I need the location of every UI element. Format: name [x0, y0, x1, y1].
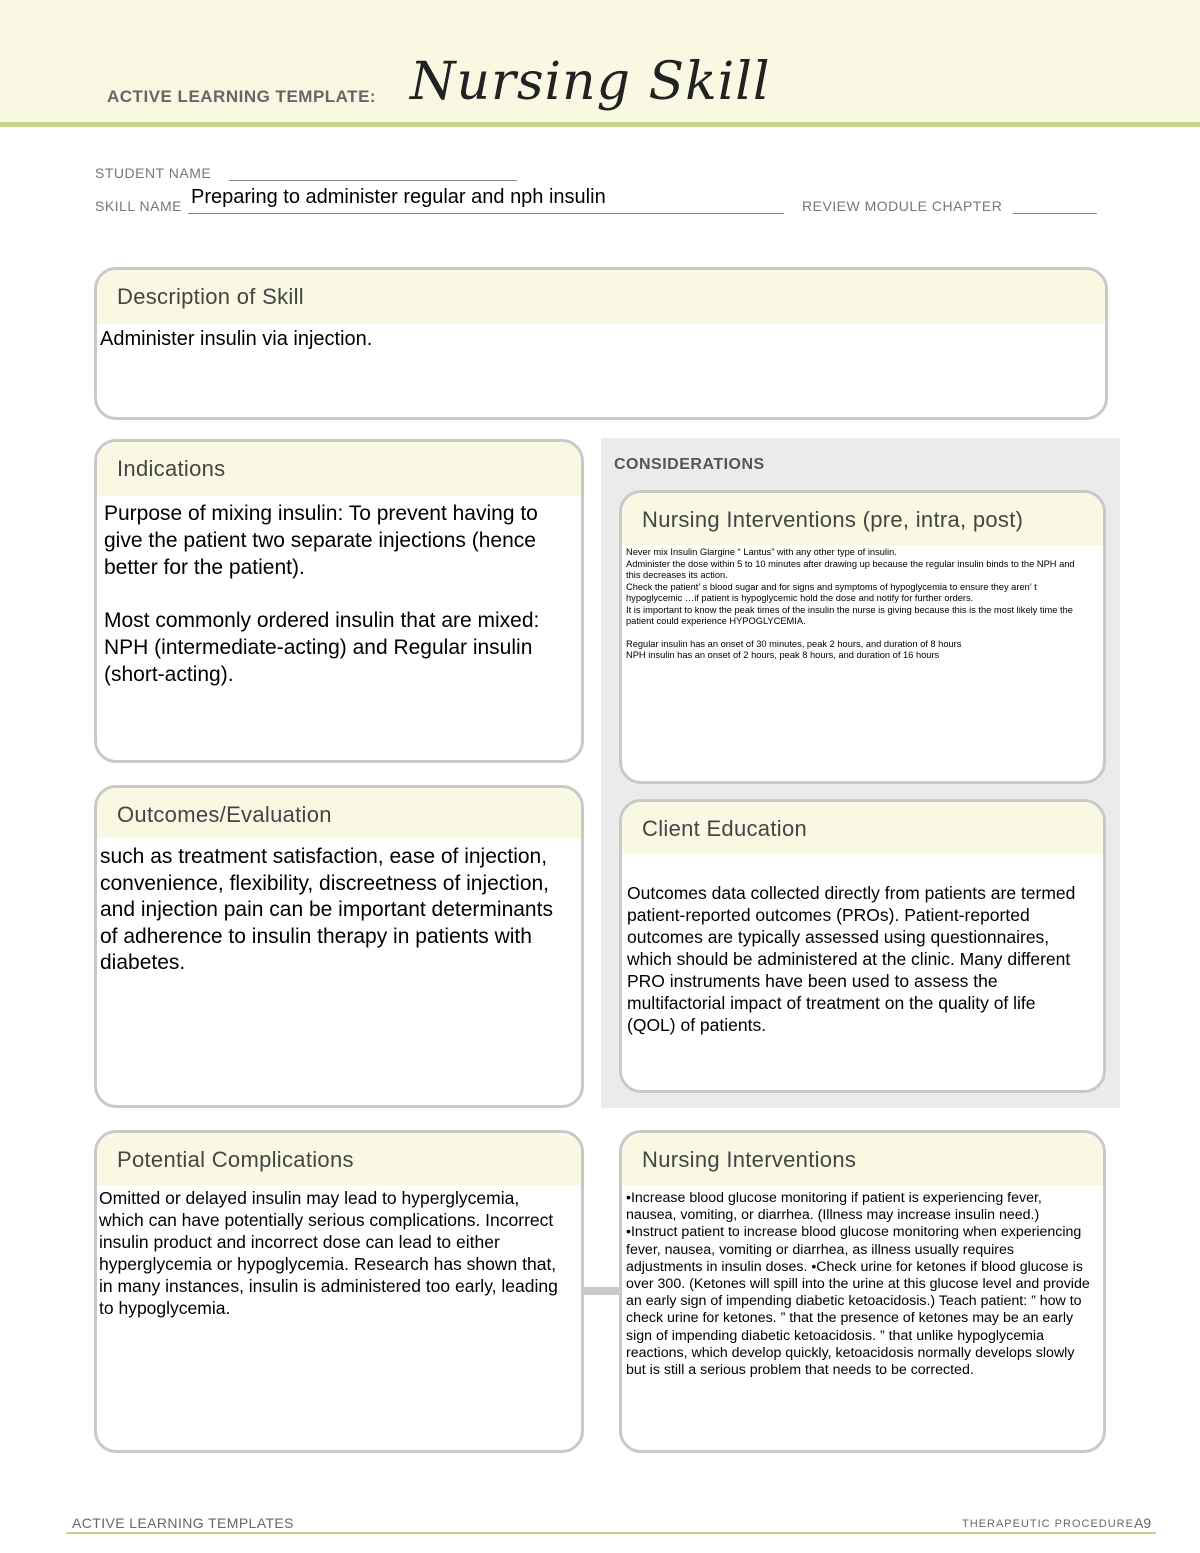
- skill-name-line: [188, 213, 784, 214]
- potential-complications-heading: Potential Complications: [97, 1133, 581, 1185]
- pip-line: Administer the dose within 5 to 10 minutes after drawing up because the regular insulin binds to the NPH and this decreases its action.: [626, 558, 1075, 580]
- client-education-heading: Client Education: [622, 802, 1103, 854]
- nursing-interventions-body: •Increase blood glucose monitoring if patient is experiencing fever, nausea, vomiting, or diarrhea. (Illness may increase insulin need.) •Instruct patient to increase blood glucose monitoring when experiencing fever, nausea, vomiting or diarrhea, as illness usually requires adjustments in insulin doses. •Check urine for ketones if blood glucose is over 300. (Ketones will spill into the urine at this glucose level and provide an early sign of impending diabetic ketoacidosis.) Teach patient: ” how to check urine for ketones. ” that the presence of ketones may be an early sign of impending diabetic ketoacidosis. ” that unlike hypoglycemia reactions, which develop quickly, ketoacidosis normally develops slowly but is still a serious problem that needs to be corrected.: [626, 1190, 1090, 1379]
- review-module-line: [1013, 213, 1097, 214]
- student-name-label: STUDENT NAME: [95, 165, 212, 181]
- potential-complications-body: Omitted or delayed insulin may lead to hyperglycemia, which can have potentially serious complications. Incorrect insulin product and incorrect dose can lead to either hyperglycemia or hypoglycemia. Research has shown that, in many instances, insulin is administered too early, leading to hypoglycemia.: [99, 1188, 558, 1318]
- indications-box: [94, 439, 584, 763]
- nursing-interventions-pip-body: [626, 547, 1089, 662]
- outcomes-body: such as treatment satisfaction, ease of injection, convenience, flexibility, discreetness of injection, and injection pain can be important determinants of adherence to insulin therapy in patients with diabetes.: [100, 845, 553, 974]
- nursing-interventions-pip-heading: Nursing Interventions (pre, intra, post): [622, 493, 1103, 545]
- outcomes-box: [94, 785, 584, 1108]
- indications-body: [104, 500, 571, 688]
- description-body: Administer insulin via injection.: [100, 328, 373, 350]
- outcomes-heading: Outcomes/Evaluation: [97, 788, 581, 838]
- connector-bar: [584, 1287, 620, 1295]
- footer-divider: [66, 1532, 1156, 1534]
- pip-line: Never mix Insulin Glargine “ Lantus” with any other type of insulin.: [626, 547, 897, 557]
- skill-name-label: SKILL NAME: [95, 198, 182, 214]
- client-education-body: Outcomes data collected directly from patients are termed patient-reported outcomes (PROs). Patient-reported outcomes are typically assessed using questionnaires, which should be administered at the clinic. Many different PRO instruments have been used to assess the multifactorial impact of treatment on the quality of life (QOL) of patients.: [627, 883, 1076, 1035]
- indications-paragraph-1: Purpose of mixing insulin: To prevent having to give the patient two separate injections (hence better for the patient).: [104, 502, 538, 579]
- pip-line: NPH insulin has an onset of 2 hours, peak 8 hours, and duration of 16 hours: [626, 650, 940, 660]
- template-label: ACTIVE LEARNING TEMPLATE:: [107, 87, 377, 106]
- skill-name-field[interactable]: Preparing to administer regular and nph insulin: [191, 186, 606, 208]
- student-name-line: [229, 180, 517, 181]
- footer-page: A9: [1134, 1515, 1152, 1531]
- indications-heading: Indications: [97, 442, 581, 496]
- potential-complications-box: [94, 1130, 584, 1453]
- client-education-box: [619, 799, 1106, 1093]
- pip-spacer: [626, 628, 1089, 639]
- nursing-interventions-pip-box: [619, 490, 1106, 784]
- footer-left: ACTIVE LEARNING TEMPLATES: [72, 1515, 294, 1531]
- review-module-label: REVIEW MODULE CHAPTER: [802, 198, 1003, 214]
- considerations-title: CONSIDERATIONS: [614, 456, 765, 473]
- header-divider: [0, 122, 1200, 127]
- description-box: [94, 267, 1108, 420]
- template-title: Nursing Skill: [410, 52, 771, 112]
- footer-right: THERAPEUTIC PROCEDURE: [962, 1518, 1134, 1530]
- pip-line: Regular insulin has an onset of 30 minutes, peak 2 hours, and duration of 8 hours: [626, 638, 962, 649]
- nursing-interventions-heading: Nursing Interventions: [622, 1133, 1103, 1185]
- pip-line: It is important to know the peak times of the insulin the nurse is giving because this is the most likely time the patient could experience HYPOGLYCEMIA.: [626, 604, 1073, 626]
- indications-paragraph-2: Most commonly ordered insulin that are mixed: NPH (intermediate-acting) and Regular insulin (short-acting).: [104, 609, 540, 686]
- pip-line: Check the patient’ s blood sugar and for signs and symptoms of hypoglycemia to ensure they aren’ t hypoglycemic …if patient is hypoglycemic hold the dose and notify for further orders.: [626, 581, 1037, 603]
- description-heading: Description of Skill: [97, 270, 1105, 324]
- nursing-interventions-box: [619, 1130, 1106, 1453]
